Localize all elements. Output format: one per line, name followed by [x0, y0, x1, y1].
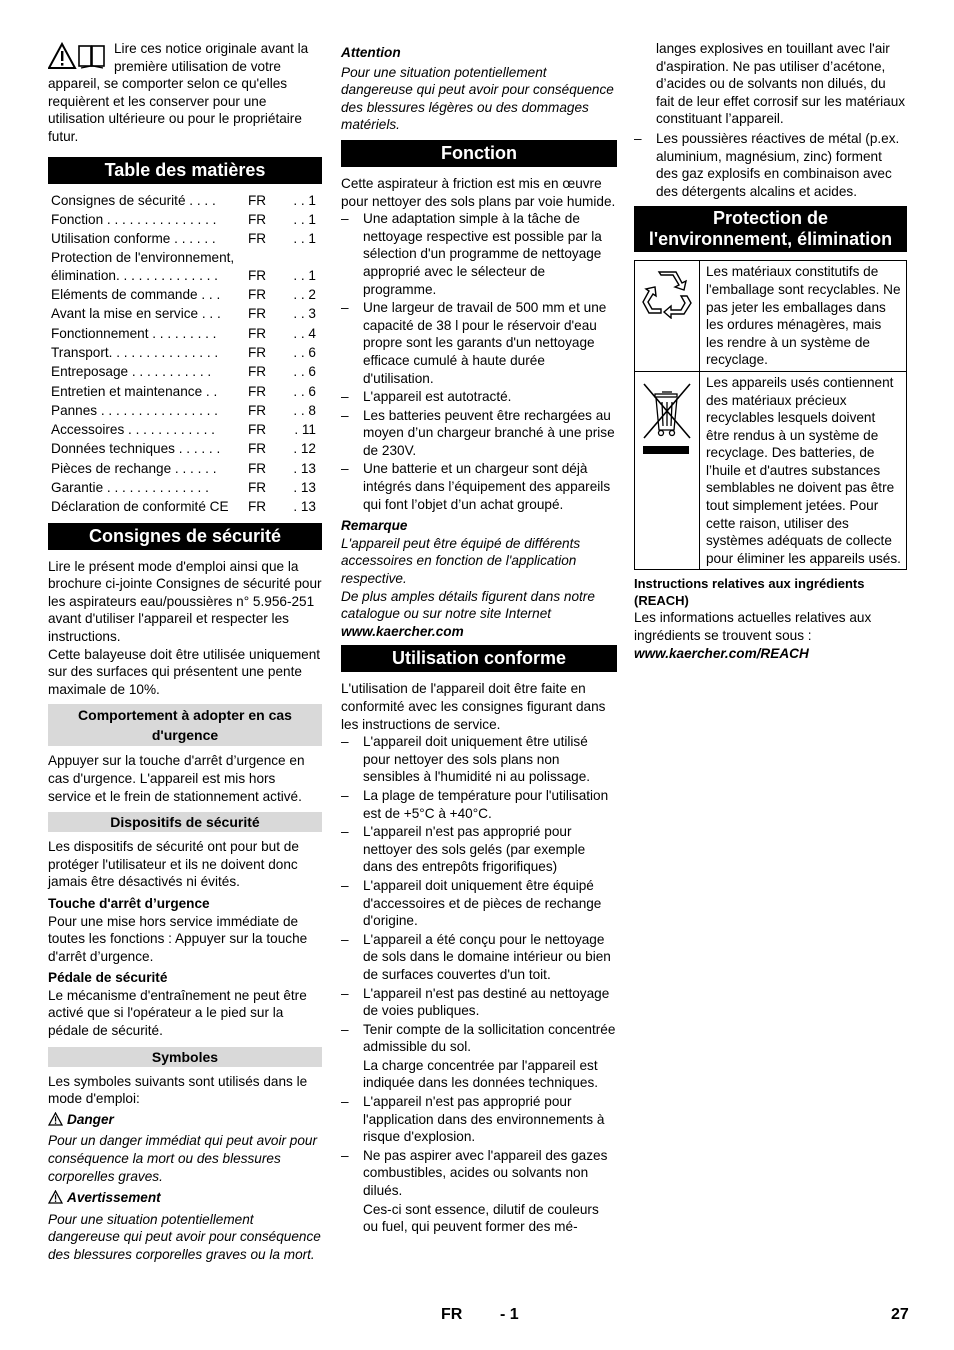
toc-row[interactable]: [48, 421, 322, 440]
warning-triangle-icon: [48, 1190, 63, 1209]
column-2: [341, 44, 617, 1236]
danger-text: Pour un danger immédiat qui peut avoir pour conséquence la mort ou des blessures corporelles graves.: [48, 1133, 318, 1184]
function-list-item: – L'appareil est autotracté.: [341, 388, 617, 406]
toc-lang: FR: [248, 325, 267, 341]
warning-label: Avertissement: [67, 1190, 161, 1206]
usage-list-2: [341, 1093, 617, 1200]
toc-title: Utilisation conforme . . . . . .: [51, 231, 216, 247]
toc-row[interactable]: [48, 249, 322, 286]
function-intro: Cette aspirateur à friction est mis en œuvre pour nettoyer des sols plans par voie humide.: [341, 175, 616, 209]
toc-title: Eléments de commande . . .: [51, 287, 221, 303]
usage-list-item: – L'appareil a été conçu pour le nettoyage de sols dans le domaine intérieur ou bien de surfaces couvertes d'un toit.: [341, 931, 617, 984]
safety-paragraph-2: Cette balayeuse doit être utilisée uniquement sur des surfaces qui présentent une pente maximale de 10%.: [48, 646, 321, 697]
toc-lang: FR: [248, 422, 267, 438]
toc-row[interactable]: [48, 383, 322, 402]
remark-text-1: L'appareil peut être équipé de différents accessoires en fonction de l'application respective.: [341, 535, 581, 587]
toc-page: . 12: [293, 441, 316, 457]
toc-row[interactable]: [48, 211, 322, 230]
warning-manual-icon: [48, 42, 108, 75]
toc-lang: FR: [248, 306, 267, 322]
toc-page: . 13: [293, 499, 316, 515]
toc-title: Pièces de rechange . . . . . .: [51, 460, 217, 476]
env-recycle-text: Les matériaux constitutifs de l'emballage sont recyclables. Ne pas jeter les emballages dans les ordures ménagères, mais les rendre à un système de recyclage.: [700, 261, 907, 372]
toc-row[interactable]: [48, 192, 322, 211]
crossed-bin-icon: [640, 444, 694, 459]
toc-title: Fonction . . . . . . . . . . . . . . .: [51, 211, 217, 227]
toc-lang: FR: [248, 364, 267, 380]
env-table: [634, 260, 907, 570]
toc-lang: FR: [248, 192, 267, 208]
devices-text: Les dispositifs de sécurité ont pour but de protéger l'utilisateur et ils ne doivent donc jamais être désactivés ni évités.: [48, 839, 299, 890]
stop-heading: Touche d'arrêt d’urgence: [48, 895, 210, 911]
toc-title: Entreposage . . . . . . . . . . .: [51, 364, 212, 380]
toc-row[interactable]: [48, 230, 322, 249]
intro-block: [48, 40, 322, 146]
toc-page: . . 6: [293, 383, 316, 399]
remark-url-link[interactable]: www.kaercher.com: [341, 623, 464, 639]
function-list-item: – Les batteries peuvent être rechargées au moyen d’un chargeur branché à une prise de 230V.: [341, 407, 617, 460]
toc-title: Consignes de sécurité . . . .: [51, 192, 216, 208]
emergency-heading: Comportement à adopter en cas d'urgence: [48, 704, 322, 746]
toc-row[interactable]: [48, 402, 322, 421]
toc-row[interactable]: [48, 363, 322, 382]
env-row-bin: [635, 371, 907, 570]
function-list-item: – Une batterie et un chargeur sont déjà intégrés dans l’équipement des appareils qui font l’objet d’un achat groupé.: [341, 460, 617, 513]
toc-title: Protection de l'environnement, élimination. . . . . . . . . . . . . .: [51, 250, 235, 283]
toc-page: . . 3: [293, 306, 316, 322]
toc-page: . . 2: [293, 287, 316, 303]
toc-title: Fonctionnement . . . . . . . . .: [51, 325, 217, 341]
toc-page: . 13: [293, 480, 316, 496]
toc-title: Pannes . . . . . . . . . . . . . . . .: [51, 402, 218, 418]
safety-paragraph-1: Lire le présent mode d'emploi ainsi que la brochure ci-jointe Consignes de sécurité pour les aspirateurs eau/poussières n° 5.956-251 avant d'utiliser l'appareil et respecter les instructions.: [48, 558, 322, 644]
toc-lang: FR: [248, 267, 267, 283]
footer-section: - 1: [500, 1306, 519, 1323]
function-list-item: – Une adaptation simple à la tâche de nettoyage respective est possible par la sélection d'un programme de nettoyage approprié avec le sélecteur de programme.: [341, 210, 617, 298]
usage-list-item: – L'appareil n'est pas approprié pour nettoyer des sols gelés (par exemple dans des entrepôts frigorifiques): [341, 823, 617, 876]
dust-item: – Les poussières réactives de métal (p.ex. aluminium, magnésium, zinc) forment des gaz explosifs en combinaison avec des détergents alcalins et acides.: [634, 130, 907, 200]
usage-list-item: – L'appareil doit uniquement être utilisé pour nettoyer des sols plans non sensibles à l'humidité ni au polissage.: [341, 733, 617, 786]
toc-page: . . 6: [293, 344, 316, 360]
usage-list-item: – L'appareil doit uniquement être équipé d'accessoires et de pièces de rechange d'origine.: [341, 877, 617, 930]
attention-text: Pour une situation potentiellement dangereuse qui peut avoir pour conséquence des blessures légères ou des dommages matériels.: [341, 64, 614, 133]
warning-text: Pour une situation potentiellement dangereuse qui peut avoir pour conséquence des blessures corporelles graves ou la mort.: [48, 1211, 321, 1263]
attention-label: Attention: [341, 45, 401, 60]
env-row-recycle: [635, 261, 907, 372]
function-list: [341, 210, 617, 513]
footer-page-number: 27: [891, 1306, 909, 1323]
usage-list: [341, 733, 617, 1056]
env-bin-text: Les appareils usés contiennent des matériaux précieux recyclables lesquels doivent être rendus à un système de recyclage. Des batteries, de l’huile et d'autres substances semblables ne doivent pas être tout simplement jetées. Pour cette raison, utiliser des systèmes adéquats de collecte pour éliminer les appareils usés.: [700, 371, 907, 570]
toc-page: . . 4: [293, 325, 316, 341]
usage-heading: Utilisation conforme: [341, 645, 617, 672]
danger-label-row: [48, 1111, 322, 1131]
toc-lang: FR: [248, 480, 267, 496]
toc-row[interactable]: [48, 305, 322, 324]
column-3: [634, 40, 907, 662]
usage-list-item: – L'appareil n'est pas approprié pour l'application dans des environnements à risque d'explosion.: [341, 1093, 617, 1146]
toc-title: Garantie . . . . . . . . . . . . . .: [51, 480, 209, 496]
toc-lang: FR: [248, 287, 267, 303]
danger-label: Danger: [67, 1111, 114, 1127]
toc-page: . . 8: [293, 402, 316, 418]
toc-title: Avant la mise en service . . .: [51, 306, 221, 322]
toc-row[interactable]: [48, 325, 322, 344]
toc-title: Transport. . . . . . . . . . . . . . .: [51, 344, 219, 360]
usage-list-item: – Tenir compte de la sollicitation concentrée admissible du sol.: [341, 1021, 617, 1056]
toc-row[interactable]: [48, 479, 322, 498]
column-1: [48, 40, 322, 1264]
intro-text: Lire ces notice originale avant la première utilisation de votre appareil, se comporter selon ce qu'elles requièrent et les conserver pour une utilisation ultérieure ou pour le propriétaire futur.: [48, 41, 309, 144]
function-list-item: – Une largeur de travail de 500 mm et une capacité de 38 l pour le réservoir d'eau propre sont les garants d'un nettoyage efficace cumulé à haute durée d'utilisation.: [341, 299, 617, 387]
footer-lang: FR: [441, 1306, 463, 1323]
usage-list-item: – L'appareil n'est pas destiné au nettoyage de voies publiques.: [341, 985, 617, 1020]
toc-page: . . 1: [293, 267, 316, 283]
toc-title: Entretien et maintenance . .: [51, 383, 218, 399]
toc-lang: FR: [248, 344, 267, 360]
toc-heading: Table des matières: [48, 157, 322, 184]
recycle-icon: [641, 307, 693, 322]
toc-page: . . 6: [293, 364, 316, 380]
symbols-heading: Symboles: [48, 1047, 322, 1067]
danger-warning-icon: [48, 1112, 63, 1131]
toc-page: . 11: [294, 422, 316, 438]
toc-lang: FR: [248, 499, 267, 515]
toc-lang: FR: [248, 383, 267, 399]
env-heading: Protection de l'environnement, élimination: [634, 206, 907, 252]
reach-url-link[interactable]: www.kaercher.com/REACH: [634, 645, 809, 661]
toc-title: Données techniques . . . . . .: [51, 441, 221, 457]
pedal-heading: Pédale de sécurité: [48, 970, 168, 986]
toc-lang: FR: [248, 441, 267, 457]
usage-sub-1: La charge concentrée par l'appareil est indiquée dans les données techniques.: [363, 1057, 599, 1091]
continued-text: langes explosives en touillant avec l'air d'aspiration. Ne pas utiliser d’acétone, d’acides ou de solvants non dilués, du fait de leur effet corrosif sur les matériaux constituant l’appareil.: [656, 41, 906, 127]
toc-title: Accessoires . . . . . . . . . . . .: [51, 422, 215, 438]
warning-label-row: [48, 1189, 322, 1209]
symbols-text: Les symboles suivants sont utilisés dans le mode d'emploi:: [48, 1073, 308, 1107]
remark-label: Remarque: [341, 518, 408, 534]
remark-text-2: De plus amples détails figurent dans notre catalogue ou sur notre site Internet: [341, 588, 595, 622]
toc-page: . . 1: [293, 231, 316, 247]
usage-list-item: – La plage de température pour l'utilisation est de +5°C à +40°C.: [341, 787, 617, 822]
usage-intro: L'utilisation de l'appareil doit être faite en conformité avec les consignes figurant dans les instructions de service.: [341, 681, 606, 732]
toc-row[interactable]: [48, 460, 322, 479]
function-heading: Fonction: [341, 140, 617, 167]
emergency-text: Appuyer sur la touche d'arrêt d’urgence en cas d'urgence. L'appareil est mis hors service et le frein de stationnement activé.: [48, 753, 305, 804]
toc-lang: FR: [248, 402, 267, 418]
toc-page: . . 1: [293, 192, 316, 208]
pedal-text: Le mécanisme d'entraînement ne peut être activé que si l'opérateur a le pied sur la pédale de sécurité.: [48, 987, 307, 1039]
toc-lang: FR: [248, 460, 267, 476]
toc-page: . . 1: [293, 211, 316, 227]
usage-list-item: – Ne pas aspirer avec l'appareil des gazes combustibles, acides ou solvants non dilués.: [341, 1147, 617, 1200]
toc-row[interactable]: [48, 344, 322, 363]
toc-row[interactable]: [48, 440, 322, 459]
reach-text: Les informations actuelles relatives aux ingrédients se trouvent sous :: [634, 610, 872, 644]
toc-row[interactable]: [48, 286, 322, 305]
devices-heading: Dispositifs de sécurité: [48, 812, 322, 832]
usage-sub-2: Ces-ci sont essence, dilutif de couleurs ou fuel, qui peuvent former des mé-: [363, 1201, 599, 1235]
toc-row[interactable]: [48, 498, 322, 517]
safety-heading: Consignes de sécurité: [48, 523, 322, 550]
toc-title: Déclaration de conformité CE: [51, 499, 229, 515]
table-of-contents: [48, 192, 322, 518]
stop-text: Pour une mise hors service immédiate de toutes les fonctions : Appuyer sur la touche d'arrêt d’urgence.: [48, 913, 308, 964]
reach-heading: Instructions relatives aux ingrédients (REACH): [634, 576, 865, 608]
toc-lang: FR: [248, 211, 267, 227]
toc-lang: FR: [248, 231, 267, 247]
toc-page: . 13: [293, 460, 316, 476]
